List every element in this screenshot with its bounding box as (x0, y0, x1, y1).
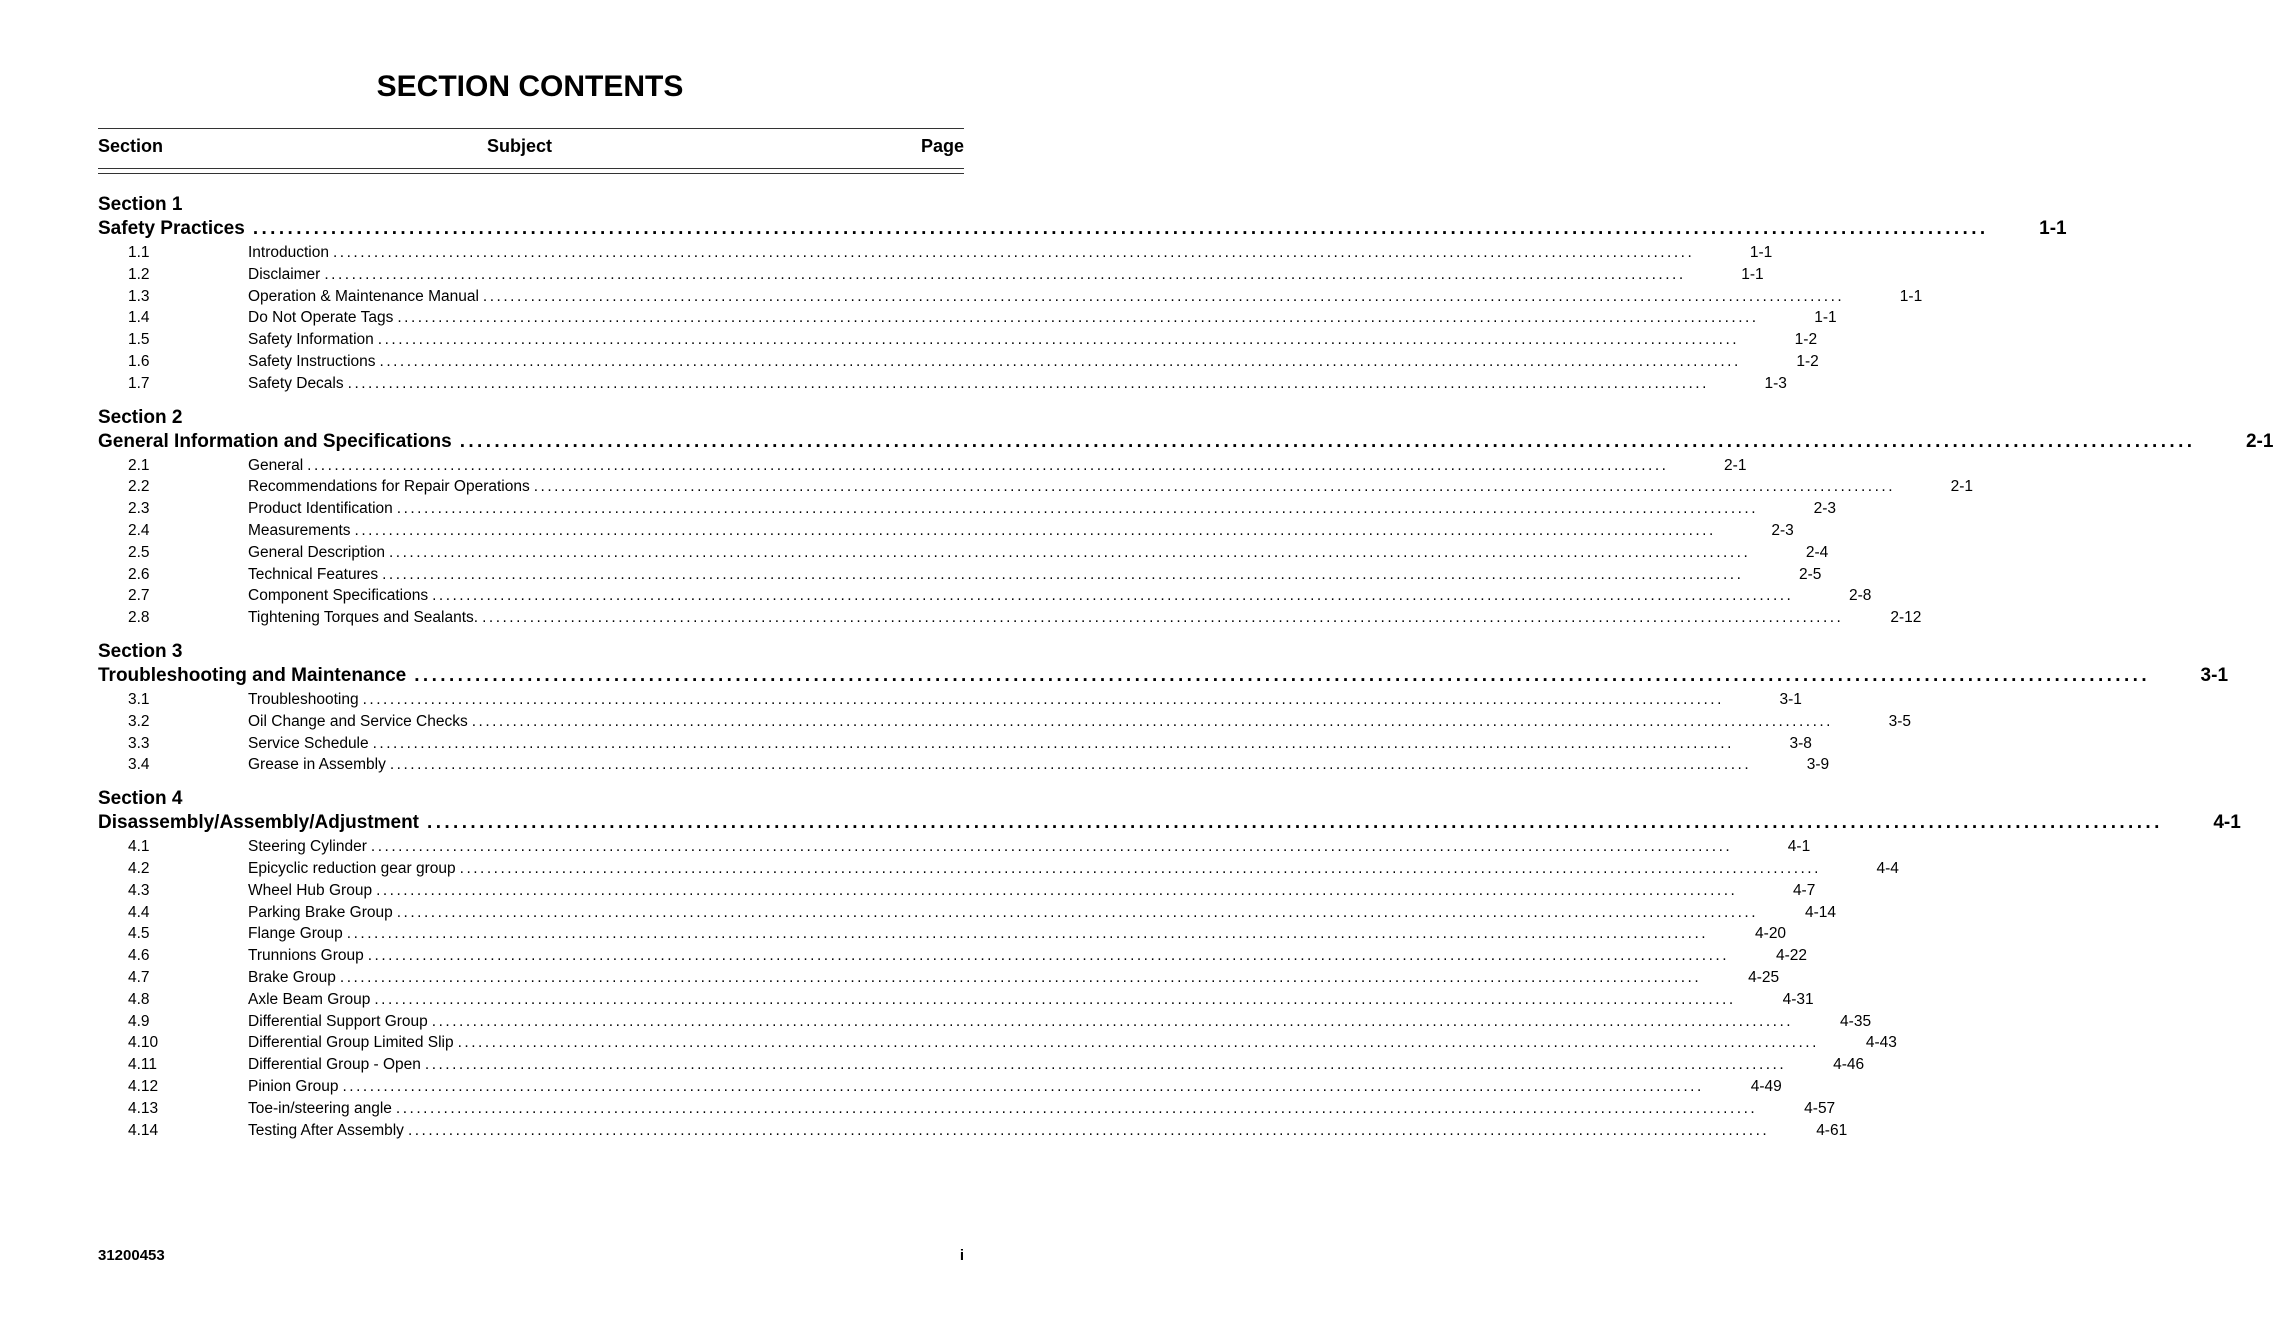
entry-page: 4-4 (1876, 859, 1899, 877)
entry-page: 4-43 (1865, 1034, 1897, 1052)
toc-entry[interactable] (98, 542, 1829, 564)
entry-page: 4-7 (1792, 881, 1816, 899)
header-rule-top (98, 128, 964, 129)
dot-leader: ........................................................................................................................................................................................................ (397, 309, 1759, 327)
header-rule-bottom (98, 168, 964, 169)
toc-entry[interactable] (98, 880, 1816, 902)
dot-leader: ........................................................................................................................................................................................................ (346, 925, 1709, 943)
toc-entry[interactable] (98, 498, 1837, 520)
entry-title: Parking Brake Group (248, 903, 393, 921)
entry-title: Product Identification (248, 500, 393, 518)
toc-entry[interactable] (98, 476, 1973, 498)
toc-entry[interactable] (98, 607, 1922, 629)
toc-entry[interactable] (98, 373, 1787, 395)
entry-number: 4.12 (128, 1077, 159, 1095)
entry-number: 3.1 (128, 690, 150, 708)
dot-leader: ........................................................................................................................................................................................................ (431, 1012, 1794, 1030)
section-page: 4-1 (2213, 812, 2241, 834)
entry-title: Differential Support Group (248, 1012, 428, 1030)
entry-number: 4.10 (128, 1034, 159, 1052)
entry-page: 4-20 (1755, 925, 1787, 943)
toc-entry[interactable] (98, 564, 1822, 586)
dot-leader: ........................................................................................................................................................................................................ (324, 265, 1686, 283)
dot-leader: ........................................................................................................................................................................................................ (424, 1056, 1787, 1074)
toc-entry[interactable] (98, 1054, 1865, 1076)
entry-number: 4.1 (128, 838, 150, 856)
dot-leader: ........................................................................................................................................................................................................ (388, 543, 1751, 561)
toc-entry[interactable] (98, 286, 1923, 308)
toc-entry[interactable] (98, 754, 1830, 776)
entry-title: Pinion Group (248, 1077, 339, 1095)
entry-number: 4.6 (128, 947, 150, 965)
entry-title: Epicyclic reduction gear group (248, 859, 456, 877)
entry-title: Differential Group - Open (248, 1056, 421, 1074)
entry-number: 4.7 (128, 968, 150, 986)
toc-entry[interactable] (98, 351, 1819, 373)
dot-leader: ........................................................................................................................................................................................................ (252, 218, 1989, 239)
entry-title: Oil Change and Service Checks (248, 712, 468, 730)
dot-leader: ........................................................................................................................................................................................................ (427, 812, 2163, 834)
dot-leader: ........................................................................................................................................................................................................ (342, 1077, 1704, 1095)
entry-title: Recommendations for Repair Operations (248, 478, 530, 496)
dot-leader: ........................................................................................................................................................................................................ (370, 838, 1733, 856)
entry-page: 4-14 (1805, 903, 1837, 921)
entry-number: 4.14 (128, 1121, 159, 1139)
entry-number: 3.3 (128, 734, 150, 752)
entry-page: 2-12 (1890, 609, 1922, 627)
entry-page: 3-5 (1888, 712, 1911, 730)
entry-number: 1.3 (128, 287, 150, 305)
section-title: Disassembly/Assembly/Adjustment (98, 812, 420, 834)
dot-leader: ........................................................................................................................................................................................................ (374, 990, 1736, 1008)
toc-entry[interactable] (98, 836, 1811, 858)
dot-leader: ........................................................................................................................................................................................................ (347, 374, 1709, 392)
entry-page: 1-2 (1796, 352, 1819, 370)
entry-page: 3-9 (1806, 756, 1830, 774)
entry-page: 4-49 (1750, 1077, 1782, 1095)
entry-page: 4-46 (1833, 1056, 1865, 1074)
entry-number: 2.2 (128, 478, 150, 496)
entry-number: 1.6 (128, 352, 150, 370)
entry-number: 4.2 (128, 859, 150, 877)
entry-number: 1.2 (128, 265, 150, 283)
entry-page: 3-8 (1789, 734, 1812, 752)
entry-page: 2-5 (1798, 565, 1822, 583)
dot-leader: ........................................................................................................................................................................................................ (459, 859, 1821, 877)
section-page: 2-1 (2245, 430, 2273, 452)
toc-entry[interactable] (98, 1098, 1836, 1120)
toc-entry[interactable] (98, 455, 1747, 477)
entry-page: 4-61 (1816, 1121, 1848, 1139)
entry-title: General (248, 456, 304, 474)
entry-number: 3.4 (128, 756, 150, 774)
entry-title: Safety Information (248, 331, 374, 349)
toc-section-1 (98, 194, 2067, 395)
entry-title: Disclaimer (248, 265, 321, 283)
toc-entry[interactable] (98, 520, 1794, 542)
section-label: Section 3 (98, 640, 183, 662)
section-label: Section 1 (98, 194, 183, 215)
table-of-contents (98, 194, 2273, 1153)
entry-title: Trunnions Group (248, 947, 364, 965)
section-label: Section 2 (98, 406, 183, 428)
column-header-section: Section (98, 136, 164, 156)
entry-page: 1-1 (1749, 244, 1773, 261)
dot-leader: ........................................................................................................................................................................................................ (482, 609, 1844, 627)
dot-leader: ........................................................................................................................................................................................................ (396, 903, 1759, 921)
entry-number: 2.1 (128, 456, 150, 474)
toc-entry[interactable] (98, 1011, 1872, 1033)
dot-leader: ........................................................................................................................................................................................................ (367, 947, 1730, 965)
toc-entry[interactable] (98, 1076, 1782, 1098)
entry-title: Component Specifications (248, 587, 429, 605)
toc-entry[interactable] (98, 264, 1764, 286)
page-number: i (959, 1247, 964, 1264)
dot-leader: ........................................................................................................................................................................................................ (333, 244, 1695, 261)
column-header-subject: Subject (487, 136, 553, 156)
entry-number: 2.7 (128, 587, 150, 605)
entry-page: 4-25 (1748, 968, 1780, 986)
entry-number: 2.8 (128, 609, 150, 627)
entry-page: 4-1 (1787, 838, 1811, 856)
toc-entry[interactable] (98, 307, 1837, 329)
entry-page: 3-1 (1779, 690, 1802, 708)
dot-leader: ........................................................................................................................................................................................................ (395, 1099, 1758, 1117)
dot-leader: ........................................................................................................................................................................................................ (339, 968, 1702, 986)
entry-title: Testing After Assembly (248, 1121, 404, 1139)
toc-entry[interactable] (98, 902, 1837, 924)
entry-number: 2.4 (128, 521, 150, 539)
dot-leader: ........................................................................................................................................................................................................ (407, 1121, 1770, 1139)
entry-number: 2.6 (128, 565, 150, 583)
entry-number: 4.13 (128, 1099, 159, 1117)
entry-number: 3.2 (128, 712, 150, 730)
entry-page: 1-2 (1794, 331, 1818, 349)
entry-page: 4-35 (1840, 1012, 1872, 1030)
toc-entry[interactable] (98, 923, 1787, 945)
entry-number: 4.8 (128, 990, 150, 1008)
entry-number: 4.11 (128, 1056, 158, 1074)
dot-leader: ........................................................................................................................................................................................................ (354, 521, 1716, 539)
entry-title: Differential Group Limited Slip (248, 1034, 454, 1052)
toc-section-3 (98, 640, 2229, 776)
section-title: General Information and Specifications (98, 430, 452, 452)
dot-leader: ........................................................................................................................................................................................................ (376, 881, 1738, 899)
section-title: Troubleshooting and Maintenance (98, 664, 407, 686)
entry-title: Troubleshooting (248, 690, 359, 708)
dot-leader: ........................................................................................................................................................................................................ (389, 756, 1752, 774)
entry-page: 2-1 (1724, 456, 1747, 474)
entry-title: Steering Cylinder (248, 838, 367, 856)
entry-title: Technical Features (248, 565, 379, 583)
entry-page: 2-3 (1771, 521, 1794, 539)
section-page: 3-1 (2200, 664, 2229, 686)
section-label: Section 4 (98, 788, 183, 810)
entry-title: Flange Group (248, 925, 343, 943)
dot-leader: ........................................................................................................................................................................................................ (396, 500, 1759, 518)
entry-number: 2.5 (128, 543, 150, 561)
entry-number: 1.4 (128, 309, 150, 327)
toc-entry[interactable] (98, 858, 1899, 880)
entry-page: 1-1 (1814, 309, 1837, 327)
toc-entry[interactable] (98, 945, 1808, 967)
toc-entry[interactable] (98, 242, 1773, 264)
toc-entry[interactable] (98, 733, 1812, 755)
entry-page: 2-1 (1950, 478, 1973, 496)
entry-title: Service Schedule (248, 734, 369, 752)
dot-leader: ........................................................................................................................................................................................................ (414, 664, 2151, 686)
entry-title: Brake Group (248, 968, 336, 986)
entry-title: Operation & Maintenance Manual (248, 287, 479, 305)
dot-leader: ........................................................................................................................................................................................................ (362, 690, 1724, 708)
dot-leader: ........................................................................................................................................................................................................ (471, 712, 1833, 730)
entry-number: 4.9 (128, 1012, 150, 1030)
entry-title: Axle Beam Group (248, 990, 371, 1008)
dot-leader: ........................................................................................................................................................................................................ (432, 587, 1794, 605)
toc-entry[interactable] (98, 585, 1872, 607)
document-number: 31200453 (98, 1247, 165, 1264)
dot-leader: ........................................................................................................................................................................................................ (482, 287, 1845, 305)
toc-section-2 (98, 406, 2273, 629)
dot-leader: ........................................................................................................................................................................................................ (379, 352, 1741, 370)
entry-page: 4-57 (1804, 1099, 1836, 1117)
toc-entry[interactable] (98, 989, 1814, 1011)
section-title: Safety Practices (98, 218, 245, 239)
entry-number: 1.7 (128, 374, 150, 392)
dot-leader: ........................................................................................................................................................................................................ (307, 456, 1669, 474)
entry-number: 4.4 (128, 903, 150, 921)
header-rule-bottom-double (98, 173, 964, 174)
dot-leader: ........................................................................................................................................................................................................ (372, 734, 1734, 752)
entry-page: 1-1 (1741, 265, 1764, 283)
entry-title: Grease in Assembly (248, 756, 386, 774)
entry-page: 1-3 (1764, 374, 1787, 392)
entry-page: 1-1 (1899, 287, 1923, 305)
dot-leader: ........................................................................................................................................................................................................ (382, 565, 1744, 583)
toc-entry[interactable] (98, 689, 1802, 711)
entry-title: Safety Decals (248, 374, 344, 392)
toc-entry[interactable] (98, 1032, 1897, 1054)
dot-leader: ........................................................................................................................................................................................................ (459, 430, 2196, 452)
entry-number: 4.3 (128, 881, 150, 899)
entry-title: Introduction (248, 244, 329, 261)
entry-title: Measurements (248, 521, 351, 539)
entry-number: 1.1 (128, 244, 150, 261)
dot-leader: ........................................................................................................................................................................................................ (377, 331, 1740, 349)
entry-page: 4-22 (1776, 947, 1808, 965)
toc-entry[interactable] (98, 967, 1780, 989)
entry-title: Safety Instructions (248, 352, 376, 370)
entry-title: Wheel Hub Group (248, 881, 373, 899)
section-heading-row[interactable] (98, 216, 2067, 242)
entry-title: Tightening Torques and Sealants. (248, 609, 479, 627)
toc-entry[interactable] (98, 711, 1911, 733)
section-heading-row[interactable] (98, 429, 2273, 455)
entry-number: 2.3 (128, 500, 150, 518)
entry-page: 4-31 (1782, 990, 1814, 1008)
section-heading-row[interactable] (98, 810, 2241, 836)
toc-entry[interactable] (98, 1120, 1848, 1142)
dot-leader: ........................................................................................................................................................................................................ (533, 478, 1895, 496)
entry-number: 4.5 (128, 925, 150, 943)
entry-title: General Description (248, 543, 385, 561)
section-page: 1-1 (2039, 218, 2067, 239)
dot-leader: ........................................................................................................................................................................................................ (457, 1034, 1819, 1052)
page-title: SECTION CONTENTS (376, 70, 684, 103)
toc-section-4 (98, 788, 2241, 1141)
entry-page: 2-8 (1848, 587, 1872, 605)
entry-title: Do Not Operate Tags (248, 309, 394, 327)
section-heading-row[interactable] (98, 663, 2229, 689)
entry-page: 2-3 (1813, 500, 1837, 518)
toc-entry[interactable] (98, 329, 1818, 351)
column-header-page: Page (920, 136, 964, 156)
entry-title: Toe-in/steering angle (248, 1099, 392, 1117)
entry-number: 1.5 (128, 331, 150, 349)
entry-page: 2-4 (1805, 543, 1829, 561)
